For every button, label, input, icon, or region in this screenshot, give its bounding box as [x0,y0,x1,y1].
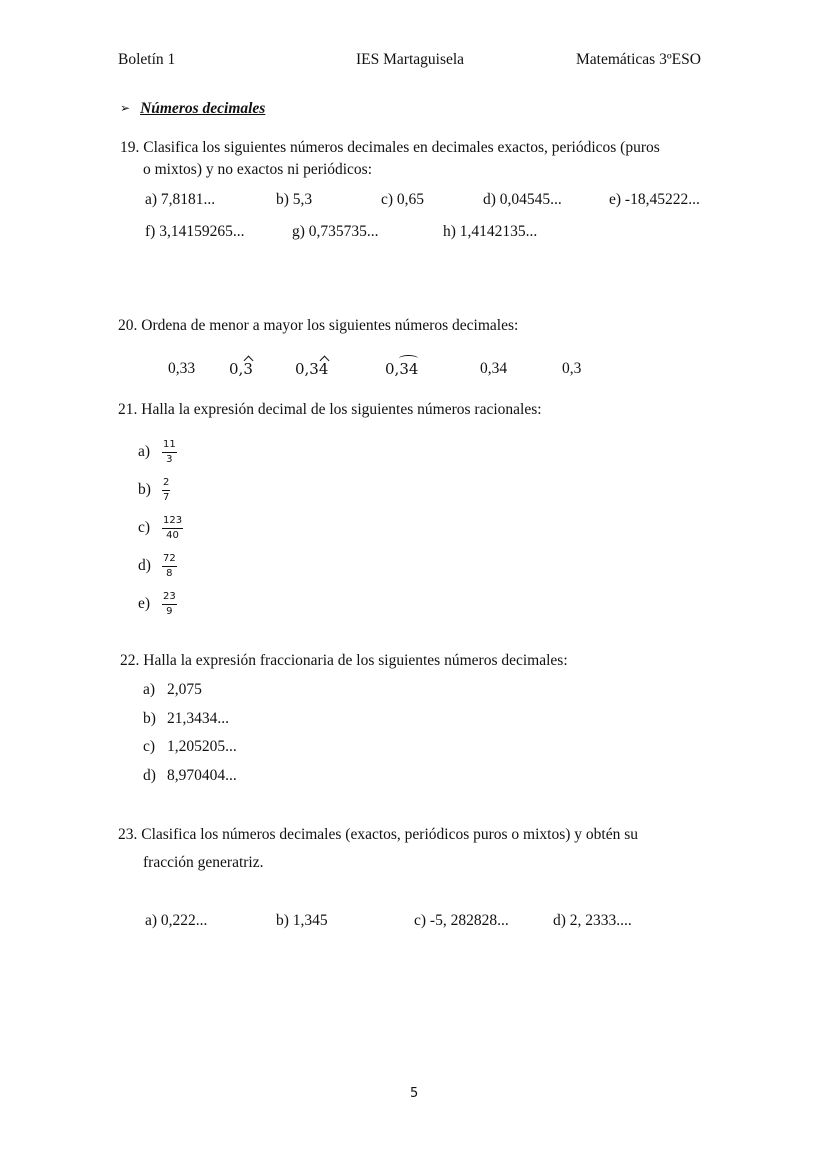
q19-item-a: a) 7,8181... [145,191,216,208]
q22-item-d-value: 8,970404... [167,767,237,784]
q21-fraction-d-denominator: 8 [166,568,173,579]
q22-item-d [143,767,237,785]
q19-item-c: c) 0,65 [381,191,425,208]
q20-number-4 [385,360,418,378]
header-center: IES Martaguisela [356,51,465,68]
q20-number-3-base: 0,3 [295,360,319,378]
q20-number-2 [229,360,253,378]
q20-text: 20. Ordena de menor a mayor los siguientes números decimales: [118,317,519,334]
q22-item-d-label: d) [143,767,156,784]
q19-text-line2: o mixtos) y no exactos ni periódicos: [143,161,373,178]
q21-item-a-label: a) [138,443,151,461]
q21-fraction-b-denominator: 7 [163,492,170,503]
q23-item-b: b) 1,345 [276,912,328,929]
q21-fraction-e [162,591,177,618]
q22-item-a-label: a) [143,681,156,698]
q21-fraction-c [162,515,183,542]
q21-fraction-c-numerator: 123 [162,515,183,529]
q22-item-b-label: b) [143,710,156,727]
q20-number-6: 0,3 [562,360,582,377]
q23-item-c: c) -5, 282828... [414,912,509,929]
q21-fraction-e-numerator: 23 [162,591,177,605]
q20-number-1: 0,33 [168,360,196,377]
q19-item-e: e) -18,45222... [609,191,700,208]
q20-number-4-repetend: 34 [399,360,419,378]
q21-item-c-label: c) [138,519,151,537]
q21-fraction-b [162,477,170,504]
q22-text: 22. Halla la expresión fraccionaria de los siguientes números decimales: [120,652,568,669]
q21-item-d-label: d) [138,557,151,575]
q22-item-c [143,738,237,756]
q21-item-c [138,515,183,542]
q22-item-b [143,710,229,728]
q22-item-a [143,681,202,699]
q21-fraction-d-numerator: 72 [162,553,177,567]
q23-text-line2: fracción generatriz. [143,854,264,871]
q20-number-2-repetend: 3 [243,360,253,378]
q22-item-c-label: c) [143,738,156,755]
q22-item-c-value: 1,205205... [167,738,237,755]
q23-text-line1: 23. Clasifica los números decimales (exactos, periódicos puros o mixtos) y obtén su [118,826,639,843]
q23-item-a: a) 0,222... [145,912,208,929]
q21-fraction-a-denominator: 3 [166,454,173,465]
arrowhead-bullet-icon: ➢ [120,101,131,115]
q21-fraction-b-numerator: 2 [162,477,170,491]
q21-item-e-label: e) [138,595,151,613]
q20-number-3-repetend: 4 [318,360,329,378]
page-number: 5 [410,1086,419,1101]
q19-text-line1: 19. Clasifica los siguientes números decimales en decimales exactos, periódicos (puros [120,139,660,156]
q21-item-e [138,591,177,618]
q21-item-d [138,553,177,580]
q22-item-b-value: 21,3434... [167,710,229,727]
q19-item-h: h) 1,4142135... [443,223,538,240]
q21-fraction-a [162,439,177,466]
q21-text: 21. Halla la expresión decimal de los siguientes números racionales: [118,401,542,418]
q20-number-2-base: 0, [229,360,244,378]
q20-number-5: 0,34 [480,360,508,377]
section-title: Números decimales [140,100,266,117]
q21-item-a [138,439,177,466]
q21-fraction-e-denominator: 9 [166,606,173,617]
q19-item-f: f) 3,14159265... [145,223,245,240]
q21-fraction-c-denominator: 40 [166,530,179,541]
q21-fraction-d [162,553,177,580]
q19-item-d: d) 0,04545... [483,191,562,208]
section-heading [120,100,265,118]
q20-number-4-base: 0, [385,360,400,378]
q21-fraction-a-numerator: 11 [162,439,177,453]
q23-item-d: d) 2, 2333.... [553,912,632,929]
header-right: Matemáticas 3ºESO [576,51,701,68]
q21-item-b [138,477,170,504]
header-left: Boletín 1 [118,51,176,68]
q19-item-b: b) 5,3 [276,191,313,208]
q22-item-a-value: 2,075 [167,681,202,698]
q20-number-3 [295,360,328,378]
q21-item-b-label: b) [138,481,151,499]
q19-item-g: g) 0,735735... [292,223,379,240]
